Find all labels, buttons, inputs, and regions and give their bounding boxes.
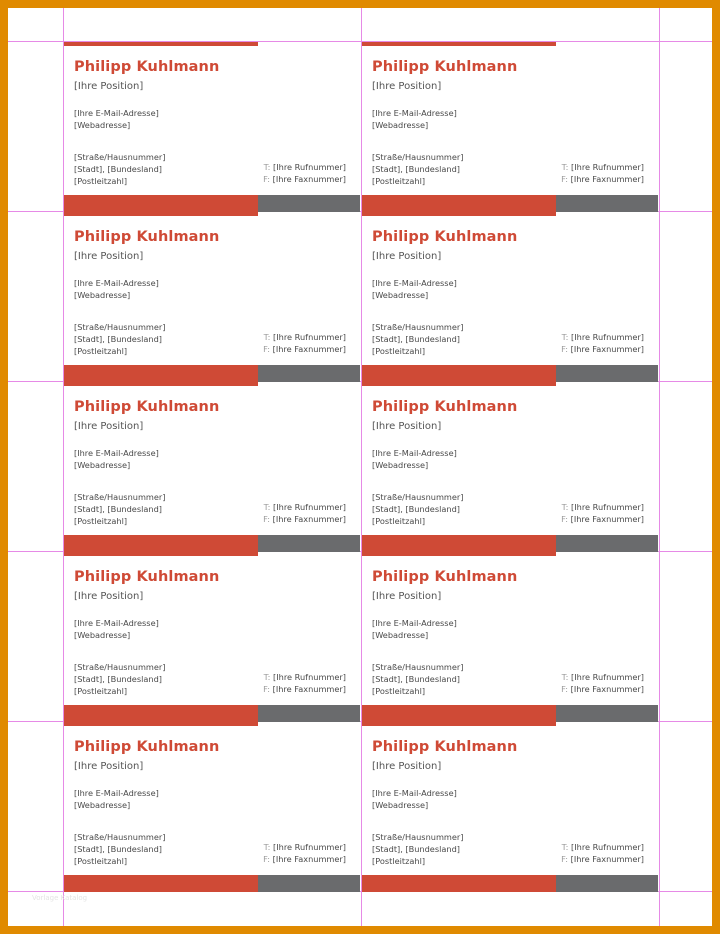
card-web[interactable]: [Webadresse] — [372, 630, 429, 640]
card-fax-line[interactable] — [263, 173, 346, 185]
card-email[interactable]: [Ihre E-Mail-Adresse] — [372, 448, 457, 458]
footnote: Vorlage Katalog — [32, 894, 88, 902]
fax-prefix: F: — [263, 514, 271, 524]
card-bottom-gray-bar — [258, 365, 360, 382]
card-top-accent-bar — [64, 382, 258, 386]
card-fax: [Ihre Faxnummer] — [570, 854, 644, 864]
card-street[interactable]: [Straße/Hausnummer] — [74, 492, 166, 502]
card-street[interactable]: [Straße/Hausnummer] — [372, 322, 464, 332]
card-web[interactable]: [Webadresse] — [372, 120, 429, 130]
card-street[interactable]: [Straße/Hausnummer] — [372, 492, 464, 502]
card-fax-line[interactable] — [561, 173, 644, 185]
card-zip[interactable]: [Postleitzahl] — [74, 346, 128, 356]
card-phone: [Ihre Rufnummer] — [273, 672, 346, 682]
card-fax-line[interactable] — [561, 343, 644, 355]
card-bottom-accent-bar — [64, 195, 258, 212]
card-email[interactable]: [Ihre E-Mail-Adresse] — [74, 788, 159, 798]
business-card[interactable] — [362, 552, 658, 722]
card-web[interactable]: [Webadresse] — [74, 630, 131, 640]
card-email[interactable]: [Ihre E-Mail-Adresse] — [372, 788, 457, 798]
card-city[interactable]: [Stadt], [Bundesland] — [372, 674, 460, 684]
card-city[interactable]: [Stadt], [Bundesland] — [74, 334, 162, 344]
card-top-accent-bar — [362, 552, 556, 556]
card-phone-line[interactable] — [562, 161, 644, 173]
card-bottom-gray-bar — [258, 535, 360, 552]
card-top-accent-bar — [362, 212, 556, 216]
card-bottom-accent-bar — [64, 705, 258, 722]
business-card[interactable] — [362, 42, 658, 212]
card-web[interactable]: [Webadresse] — [372, 290, 429, 300]
card-top-accent-bar — [362, 42, 556, 46]
card-city[interactable]: [Stadt], [Bundesland] — [372, 334, 460, 344]
card-bottom-gray-bar — [556, 535, 658, 552]
card-web[interactable]: [Webadresse] — [74, 460, 131, 470]
phone-prefix: T: — [561, 672, 569, 682]
card-fax: [Ihre Faxnummer] — [272, 854, 346, 864]
card-fax: [Ihre Faxnummer] — [272, 174, 346, 184]
card-fax: [Ihre Faxnummer] — [570, 684, 644, 694]
fax-prefix: F: — [561, 854, 569, 864]
card-top-accent-bar — [64, 212, 258, 216]
card-city[interactable]: [Stadt], [Bundesland] — [372, 844, 460, 854]
card-top-accent-bar — [64, 42, 258, 46]
card-zip[interactable]: [Postleitzahl] — [74, 856, 128, 866]
business-card[interactable] — [64, 722, 360, 892]
card-city[interactable]: [Stadt], [Bundesland] — [372, 504, 460, 514]
card-position[interactable]: [Ihre Position] — [74, 421, 144, 432]
card-bottom-accent-bar — [362, 195, 556, 212]
card-fax-line[interactable] — [263, 853, 346, 865]
card-position[interactable]: [Ihre Position] — [74, 81, 144, 92]
card-fax-line[interactable] — [561, 513, 644, 525]
card-bottom-gray-bar — [556, 875, 658, 892]
card-fax-line[interactable] — [263, 513, 346, 525]
card-email[interactable]: [Ihre E-Mail-Adresse] — [372, 618, 457, 628]
card-name[interactable]: Philipp Kuhlmann — [372, 399, 518, 415]
business-card[interactable] — [64, 42, 360, 212]
card-street[interactable]: [Straße/Hausnummer] — [372, 832, 464, 842]
card-name[interactable]: Philipp Kuhlmann — [372, 739, 518, 755]
phone-prefix: T: — [561, 842, 569, 852]
business-card[interactable] — [64, 212, 360, 382]
card-bottom-accent-bar — [362, 705, 556, 722]
card-email[interactable]: [Ihre E-Mail-Adresse] — [74, 618, 159, 628]
fax-prefix: F: — [561, 514, 569, 524]
card-web[interactable]: [Webadresse] — [74, 120, 131, 130]
card-phone: [Ihre Rufnummer] — [571, 842, 644, 852]
guide-line-vertical — [659, 8, 660, 926]
card-phone-line[interactable] — [264, 841, 346, 853]
card-city[interactable]: [Stadt], [Bundesland] — [372, 164, 460, 174]
card-bottom-accent-bar — [64, 365, 258, 382]
business-card[interactable] — [362, 212, 658, 382]
card-bottom-gray-bar — [258, 705, 360, 722]
card-position[interactable]: [Ihre Position] — [372, 591, 442, 602]
phone-prefix: T: — [561, 162, 569, 172]
card-phone-line[interactable] — [562, 841, 644, 853]
phone-prefix: T: — [561, 502, 569, 512]
card-street[interactable]: [Straße/Hausnummer] — [74, 322, 166, 332]
phone-prefix: T: — [561, 332, 569, 342]
card-phone-line[interactable] — [562, 671, 644, 683]
card-email[interactable]: [Ihre E-Mail-Adresse] — [74, 108, 159, 118]
card-bottom-gray-bar — [556, 705, 658, 722]
fax-prefix: F: — [263, 174, 271, 184]
card-zip[interactable]: [Postleitzahl] — [372, 516, 426, 526]
card-bottom-gray-bar — [556, 365, 658, 382]
card-name[interactable]: Philipp Kuhlmann — [74, 59, 220, 75]
card-bottom-accent-bar — [362, 535, 556, 552]
business-card[interactable] — [64, 382, 360, 552]
card-fax: [Ihre Faxnummer] — [570, 514, 644, 524]
fax-prefix: F: — [263, 344, 271, 354]
card-name[interactable]: Philipp Kuhlmann — [74, 229, 220, 245]
card-fax-line[interactable] — [561, 683, 644, 695]
card-phone: [Ihre Rufnummer] — [571, 332, 644, 342]
fax-prefix: F: — [561, 684, 569, 694]
card-zip[interactable]: [Postleitzahl] — [372, 346, 426, 356]
card-position[interactable]: [Ihre Position] — [74, 761, 144, 772]
card-name[interactable]: Philipp Kuhlmann — [74, 739, 220, 755]
card-name[interactable]: Philipp Kuhlmann — [74, 569, 220, 585]
card-zip[interactable]: [Postleitzahl] — [372, 686, 426, 696]
card-phone-line[interactable] — [264, 671, 346, 683]
card-street[interactable]: [Straße/Hausnummer] — [74, 662, 166, 672]
card-position[interactable]: [Ihre Position] — [74, 251, 144, 262]
business-card[interactable] — [64, 552, 360, 722]
card-zip[interactable]: [Postleitzahl] — [372, 856, 426, 866]
card-name[interactable]: Philipp Kuhlmann — [372, 59, 518, 75]
card-email[interactable]: [Ihre E-Mail-Adresse] — [74, 448, 159, 458]
business-card[interactable] — [362, 382, 658, 552]
card-city[interactable]: [Stadt], [Bundesland] — [74, 674, 162, 684]
card-name[interactable]: Philipp Kuhlmann — [74, 399, 220, 415]
card-fax: [Ihre Faxnummer] — [272, 684, 346, 694]
card-bottom-gray-bar — [258, 195, 360, 212]
card-position[interactable]: [Ihre Position] — [372, 81, 442, 92]
card-fax: [Ihre Faxnummer] — [570, 344, 644, 354]
card-phone: [Ihre Rufnummer] — [571, 672, 644, 682]
card-street[interactable]: [Straße/Hausnummer] — [74, 152, 166, 162]
card-street[interactable]: [Straße/Hausnummer] — [372, 152, 464, 162]
card-zip[interactable]: [Postleitzahl] — [372, 176, 426, 186]
card-bottom-gray-bar — [258, 875, 360, 892]
card-phone: [Ihre Rufnummer] — [273, 842, 346, 852]
card-phone-line[interactable] — [562, 501, 644, 513]
card-bottom-accent-bar — [362, 365, 556, 382]
fax-prefix: F: — [561, 174, 569, 184]
card-bottom-accent-bar — [64, 875, 258, 892]
card-phone-line[interactable] — [264, 161, 346, 173]
card-web[interactable]: [Webadresse] — [74, 800, 131, 810]
card-phone-line[interactable] — [264, 331, 346, 343]
card-bottom-accent-bar — [64, 535, 258, 552]
card-phone-line[interactable] — [264, 501, 346, 513]
card-zip[interactable]: [Postleitzahl] — [74, 516, 128, 526]
card-city[interactable]: [Stadt], [Bundesland] — [74, 504, 162, 514]
card-email[interactable]: [Ihre E-Mail-Adresse] — [74, 278, 159, 288]
card-top-accent-bar — [64, 552, 258, 556]
card-street[interactable]: [Straße/Hausnummer] — [74, 832, 166, 842]
card-top-accent-bar — [64, 722, 258, 726]
card-phone: [Ihre Rufnummer] — [571, 162, 644, 172]
card-city[interactable]: [Stadt], [Bundesland] — [74, 844, 162, 854]
card-web[interactable]: [Webadresse] — [372, 460, 429, 470]
business-card[interactable] — [362, 722, 658, 892]
card-phone: [Ihre Rufnummer] — [571, 502, 644, 512]
card-phone: [Ihre Rufnummer] — [273, 502, 346, 512]
card-name[interactable]: Philipp Kuhlmann — [372, 229, 518, 245]
phone-prefix: T: — [263, 502, 271, 512]
card-top-accent-bar — [362, 382, 556, 386]
card-name[interactable]: Philipp Kuhlmann — [372, 569, 518, 585]
phone-prefix: T: — [263, 842, 271, 852]
card-top-accent-bar — [362, 722, 556, 726]
fax-prefix: F: — [263, 854, 271, 864]
card-phone: [Ihre Rufnummer] — [273, 332, 346, 342]
card-zip[interactable]: [Postleitzahl] — [74, 686, 128, 696]
card-city[interactable]: [Stadt], [Bundesland] — [74, 164, 162, 174]
card-fax-line[interactable] — [263, 343, 346, 355]
card-position[interactable]: [Ihre Position] — [372, 251, 442, 262]
card-zip[interactable]: [Postleitzahl] — [74, 176, 128, 186]
phone-prefix: T: — [263, 332, 271, 342]
card-fax: [Ihre Faxnummer] — [272, 514, 346, 524]
business-card-sheet — [8, 8, 712, 926]
card-street[interactable]: [Straße/Hausnummer] — [372, 662, 464, 672]
card-fax: [Ihre Faxnummer] — [272, 344, 346, 354]
card-web[interactable]: [Webadresse] — [372, 800, 429, 810]
fax-prefix: F: — [263, 684, 271, 694]
card-phone: [Ihre Rufnummer] — [273, 162, 346, 172]
card-fax-line[interactable] — [561, 853, 644, 865]
card-web[interactable]: [Webadresse] — [74, 290, 131, 300]
card-phone-line[interactable] — [562, 331, 644, 343]
card-fax-line[interactable] — [263, 683, 346, 695]
card-fax: [Ihre Faxnummer] — [570, 174, 644, 184]
card-position[interactable]: [Ihre Position] — [372, 421, 442, 432]
card-bottom-gray-bar — [556, 195, 658, 212]
card-position[interactable]: [Ihre Position] — [74, 591, 144, 602]
card-email[interactable]: [Ihre E-Mail-Adresse] — [372, 108, 457, 118]
phone-prefix: T: — [263, 162, 271, 172]
card-email[interactable]: [Ihre E-Mail-Adresse] — [372, 278, 457, 288]
phone-prefix: T: — [263, 672, 271, 682]
fax-prefix: F: — [561, 344, 569, 354]
card-bottom-accent-bar — [362, 875, 556, 892]
card-position[interactable]: [Ihre Position] — [372, 761, 442, 772]
